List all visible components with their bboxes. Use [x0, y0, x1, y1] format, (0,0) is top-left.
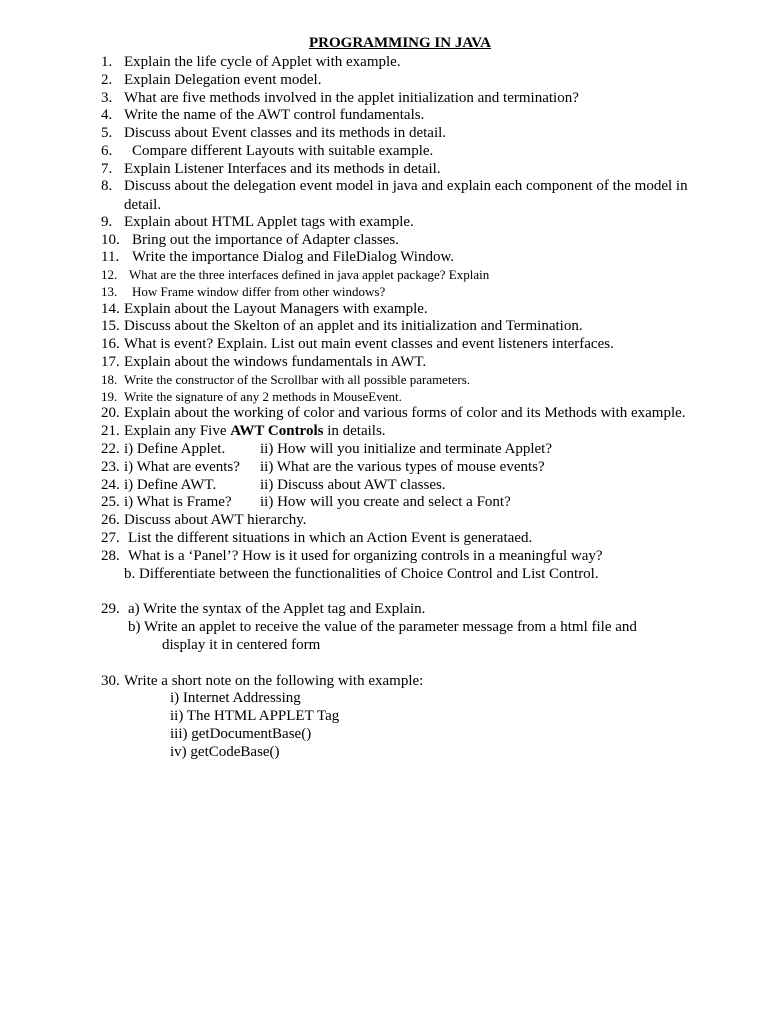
- list-item: 28. What is a ‘Panel’? How is it used for organizing controls in a meaningful way?: [101, 548, 603, 564]
- list-subitem: b) Write an applet to receive the value of the parameter message from a html file and: [128, 619, 637, 635]
- list-item: 4. Write the name of the AWT control fundamentals.: [101, 107, 425, 123]
- list-item: 27. List the different situations in which an Action Event is generataed.: [101, 530, 533, 546]
- list-item: 6. Compare different Layouts with suitable example.: [101, 143, 434, 159]
- list-item: 8. Discuss about the delegation event model in java and explain each component of the model in: [101, 178, 688, 194]
- bold-term: AWT Controls: [230, 423, 324, 439]
- list-item: 3. What are five methods involved in the applet initialization and termination?: [101, 90, 579, 106]
- list-item: 21. Explain any Five AWT Controls in details.: [101, 423, 386, 439]
- list-subitem: iii) getDocumentBase(): [170, 726, 312, 742]
- list-item: 24. i) Define AWT. ii) Discuss about AWT classes.: [101, 477, 446, 493]
- list-subitem: ii) The HTML APPLET Tag: [170, 708, 340, 724]
- list-item: 25. i) What is Frame? ii) How will you create and select a Font?: [101, 494, 511, 510]
- list-item: 2. Explain Delegation event model.: [101, 72, 322, 88]
- list-subitem-continuation: display it in centered form: [162, 637, 321, 653]
- list-item: 23. i) What are events? ii) What are the various types of mouse events?: [101, 459, 545, 475]
- list-item: 14. Explain about the Layout Managers with example.: [101, 301, 428, 317]
- list-subitem: i) Internet Addressing: [170, 690, 301, 706]
- list-item: 5. Discuss about Event classes and its methods in detail.: [101, 125, 447, 141]
- list-item: 26. Discuss about AWT hierarchy.: [101, 512, 307, 528]
- list-item: 9. Explain about HTML Applet tags with example.: [101, 214, 414, 230]
- list-subitem: b. Differentiate between the functionalities of Choice Control and List Control.: [124, 566, 599, 582]
- list-item: 18. Write the constructor of the Scrollbar with all possible parameters.: [101, 372, 471, 387]
- list-subitem: iv) getCodeBase(): [170, 744, 280, 760]
- list-item: 19. Write the signature of any 2 methods in MouseEvent.: [101, 389, 402, 404]
- list-item: 1. Explain the life cycle of Applet with example.: [101, 54, 401, 70]
- list-item: 16. What is event? Explain. List out main event classes and event listeners interfaces.: [101, 336, 614, 352]
- list-item: 11. Write the importance Dialog and FileDialog Window.: [101, 249, 455, 265]
- list-item: 10. Bring out the importance of Adapter classes.: [101, 232, 400, 248]
- list-item: 12. What are the three interfaces defined in java applet package? Explain: [101, 267, 490, 282]
- list-item: 7. Explain Listener Interfaces and its methods in detail.: [101, 161, 441, 177]
- list-item: 30. Write a short note on the following with example:: [101, 673, 424, 689]
- list-item: 20. Explain about the working of color and various forms of color and its Methods with example.: [101, 405, 686, 421]
- list-item: 17. Explain about the windows fundamentals in AWT.: [101, 354, 427, 370]
- list-item: 22. i) Define Applet. ii) How will you initialize and terminate Applet?: [101, 441, 553, 457]
- list-item: 29. a) Write the syntax of the Applet tag and Explain.: [101, 601, 426, 617]
- list-item: 15. Discuss about the Skelton of an applet and its initialization and Termination.: [101, 318, 583, 334]
- list-item: 13. How Frame window differ from other windows?: [101, 284, 386, 299]
- page-title: PROGRAMMING IN JAVA: [309, 35, 491, 51]
- list-item-continuation: detail.: [124, 197, 162, 213]
